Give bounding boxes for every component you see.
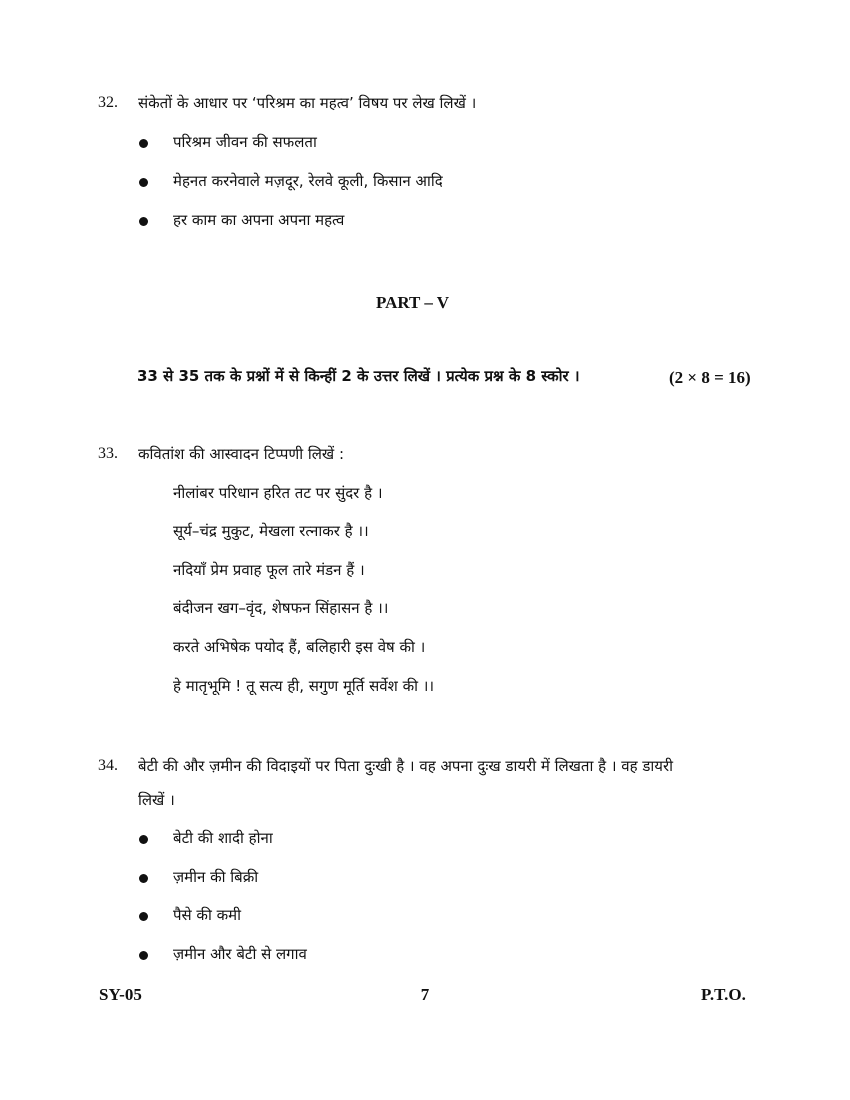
poem-line: नीलांबर परिधान हरित तट पर सुंदर है ।: [173, 484, 383, 502]
part-instruction: 33 से 35 तक के प्रश्नों में से किन्हीं 2 के उत्तर लिखें । प्रत्येक प्रश्न के 8 स्कोर ।: [137, 367, 580, 385]
bullet-item: ज़मीन की बिक्री: [173, 868, 259, 886]
question-number: 33.: [98, 445, 118, 462]
poem-line: नदियाँ प्रेम प्रवाह फूल तारे मंडन हैं ।: [173, 561, 365, 579]
part-heading: PART – V: [375, 293, 450, 312]
bullet-item: मेहनत करनेवाले मज़दूर, रेलवे कूली, किसान आदि: [173, 172, 443, 190]
question-text: संकेतों के आधार पर ‘परिश्रम का महत्व’ विषय पर लेख लिखें ।: [138, 94, 477, 112]
question-number: 32.: [98, 94, 118, 111]
paper-code: SY-05: [99, 985, 142, 1004]
poem-line: बंदीजन खग–वृंद, शेषफन सिंहासन है ।।: [173, 599, 389, 617]
bullet-item: पैसे की कमी: [173, 906, 241, 924]
bullet-item: बेटी की शादी होना: [173, 829, 273, 847]
question-text-continuation: लिखें ।: [138, 791, 175, 809]
bullet-icon: [139, 951, 148, 960]
page-number: 7: [420, 985, 430, 1004]
part-score: (2 × 8 = 16): [669, 368, 751, 387]
bullet-item: हर काम का अपना अपना महत्व: [173, 211, 345, 229]
question-text: कवितांश की आस्वादन टिप्पणी लिखें :: [138, 445, 345, 463]
bullet-icon: [139, 139, 148, 148]
poem-line: हे मातृभूमि ! तू सत्य ही, सगुण मूर्ति सर्वेश की ।।: [173, 677, 435, 695]
poem-line: करते अभिषेक पयोद हैं, बलिहारी इस वेष की ।: [173, 638, 426, 656]
pto-label: P.T.O.: [701, 985, 746, 1004]
bullet-icon: [139, 178, 148, 187]
question-text: बेटी की और ज़मीन की विदाइयों पर पिता दुःखी है । वह अपना दुःख डायरी में लिखता है । वह डायरी: [138, 757, 673, 775]
bullet-icon: [139, 835, 148, 844]
bullet-icon: [139, 217, 148, 226]
question-number: 34.: [98, 757, 118, 774]
poem-line: सूर्य–चंद्र मुकुट, मेखला रत्नाकर है ।।: [173, 522, 369, 540]
bullet-icon: [139, 874, 148, 883]
bullet-icon: [139, 912, 148, 921]
bullet-item: ज़मीन और बेटी से लगाव: [173, 945, 307, 963]
bullet-item: परिश्रम जीवन की सफलता: [173, 133, 317, 151]
